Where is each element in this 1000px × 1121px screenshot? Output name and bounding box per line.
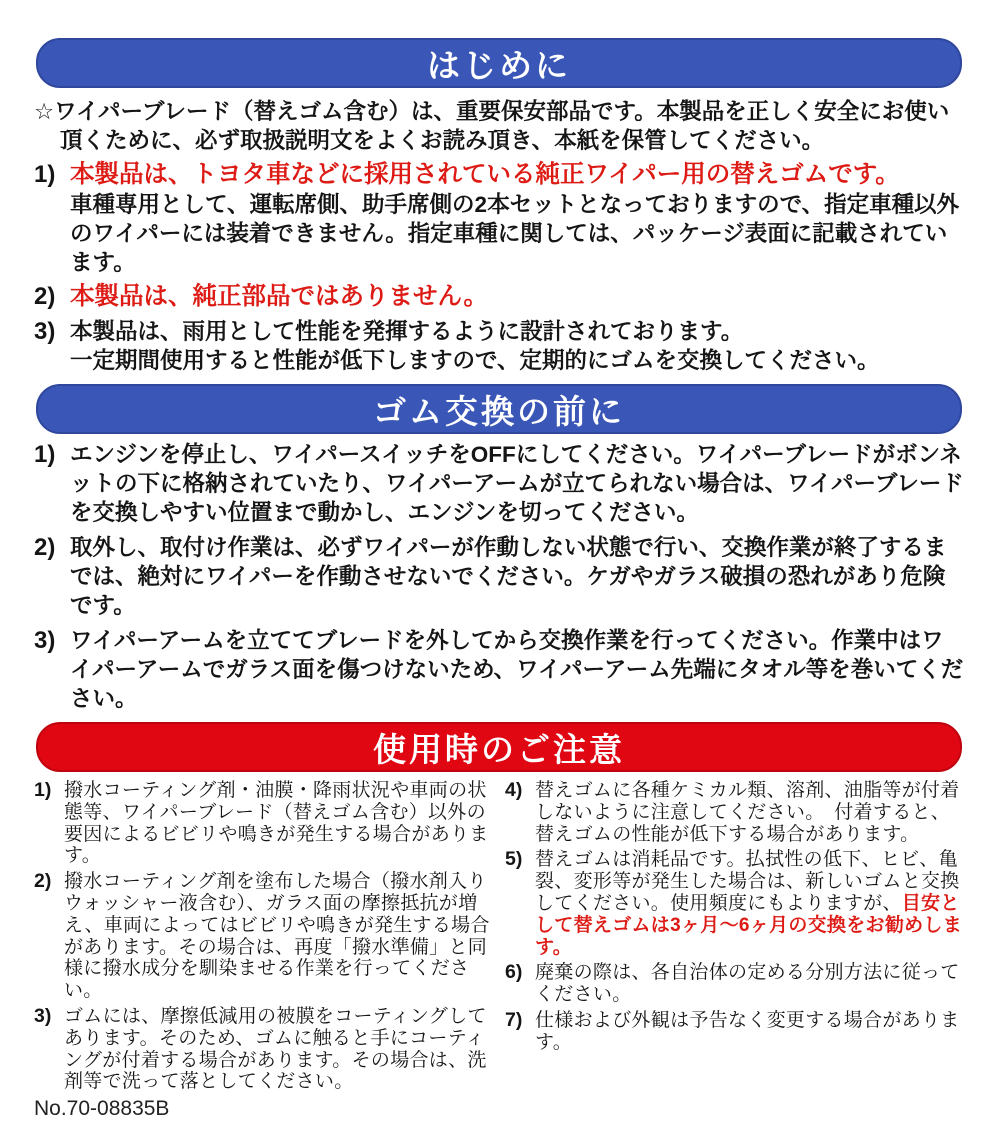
usage-item-6-body: 廃棄の際は、各自治体の定める分別方法に従ってください。 <box>535 962 960 1006</box>
before-replacement-list <box>34 440 964 713</box>
before-item-2 <box>34 533 964 620</box>
before-item-1 <box>34 440 964 527</box>
intro-item-1-lead: 本製品は、トヨタ車などに採用されている純正ワイパー用の替えゴムです。 <box>70 161 900 188</box>
usage-item-1 <box>34 780 493 867</box>
item-number: 3) <box>34 318 56 345</box>
item-number: 2) <box>34 283 56 310</box>
section-header-intro <box>36 38 962 88</box>
usage-item-4 <box>505 780 964 845</box>
before-item-1-body: エンジンを停止し、ワイパースイッチをOFFにしてください。ワイパーブレードがボンネットの下に格納されていたり、ワイパーアームが立てられない場合は、ワイパーブレードを交換しやすい位置まで動かし、エンジンを切ってください。 <box>70 442 964 525</box>
usage-item-4-body: 替えゴムに各種ケミカル類、溶剤、油脂等が付着しないように注意してください。 付着すると、替えゴムの性能が低下する場合があります。 <box>535 780 960 845</box>
intro-item-2-lead: 本製品は、純正部品ではありません。 <box>70 283 488 310</box>
item-number: 1) <box>34 161 56 188</box>
section-header-usage-cautions <box>36 722 962 772</box>
before-item-2-body: 取外し、取付け作業は、必ずワイパーが作動しない状態で行い、交換作業が終了するまでは、絶対にワイパーを作動させないでください。ケガやガラス破損の恐れがあり危険です。 <box>70 535 947 618</box>
usage-item-2-body: 撥水コーティング剤を塗布した場合（撥水剤入りウォッシャー液含む）、ガラス面の摩擦抵抗が増え、車両によってはビビリや鳴きが発生する場合があります。その場合は、再度「撥水準備」と同様に撥水成分を馴染ませる作業を行ってください。 <box>64 871 490 1002</box>
section-header-before-replacement <box>36 384 962 434</box>
section-title-intro: はじめに <box>427 46 571 84</box>
before-item-3-body: ワイパーアームを立ててブレードを外してから交換作業を行ってください。作業中はワイパーアームでガラス面を傷つけないため、ワイパーアーム先端にタオル等を巻いてください。 <box>70 628 964 711</box>
usage-item-5-text: 替えゴムは消耗品です。払拭性の低下、ヒビ、亀裂、変形等が発生した場合は、新しいゴムと交換してください。使用頻度にもよりますが、 <box>535 849 960 914</box>
item-number: 1) <box>34 441 56 468</box>
section-title-before-replacement: ゴム交換の前に <box>373 392 625 430</box>
item-number: 2) <box>34 534 56 561</box>
usage-column-right <box>505 780 964 1121</box>
item-number: 7) <box>505 1008 523 1031</box>
usage-item-5-body <box>535 849 964 958</box>
item-number: 1) <box>34 779 52 801</box>
intro-item-2 <box>34 282 964 312</box>
usage-item-2 <box>34 871 493 1002</box>
before-item-3 <box>34 626 964 713</box>
item-number: 3) <box>34 627 56 654</box>
item-number: 2) <box>34 870 52 893</box>
usage-item-7-body: 仕様および外観は予告なく変更する場合があります。 <box>535 1009 960 1053</box>
usage-item-7 <box>505 1010 964 1054</box>
intro-item-3 <box>34 317 964 375</box>
usage-item-3 <box>34 1006 493 1093</box>
usage-item-3-body: ゴムには、摩擦低減用の被膜をコーティングしてあります。そのため、ゴムに触ると手にコーティングが付着する場合があります。その場合は、洗剤等で洗って落としてください。 <box>64 1005 487 1093</box>
intro-item-3-line2: 一定期間使用すると性能が低下しますので、定期的にゴムを交換してください。 <box>70 348 880 373</box>
intro-item-3-line1: 本製品は、雨用として性能を発揮するように設計されております。 <box>70 319 744 344</box>
intro-item-1-body: 車種専用として、運転席側、助手席側の2本セットとなっておりますので、指定車種以外のワイパーには装着できません。指定車種に関しては、パッケージ表面に記載されています。 <box>70 192 960 275</box>
item-number: 3) <box>34 1004 52 1027</box>
usage-column-left <box>34 780 493 1121</box>
usage-item-6 <box>505 962 964 1006</box>
item-number: 5) <box>505 848 523 871</box>
section-title-usage-cautions: 使用時のご注意 <box>373 730 625 768</box>
usage-item-5-red-emphasis: 目安として替えゴムは3ヶ月～6ヶ月の交換をお勧めします。 <box>535 892 963 958</box>
intro-note: ☆ワイパーブレード（替えゴム含む）は、重要保安部品です。本製品を正しく安全にお使い頂くために、必ず取扱説明文をよくお読み頂き、本紙を保管してください。 <box>34 99 950 153</box>
item-number: 4) <box>505 779 523 801</box>
usage-item-1-body: 撥水コーティング剤・油膜・降雨状況や車両の状態等、ワイパーブレード（替えゴム含む）以外の要因によるビビリや鳴きが発生する場合があります。 <box>64 780 489 867</box>
intro-item-1 <box>34 160 964 277</box>
document-number: No.70-08835B <box>34 1097 170 1121</box>
item-number: 6) <box>505 961 523 984</box>
usage-item-5 <box>505 849 964 958</box>
usage-cautions-columns <box>34 780 964 1121</box>
